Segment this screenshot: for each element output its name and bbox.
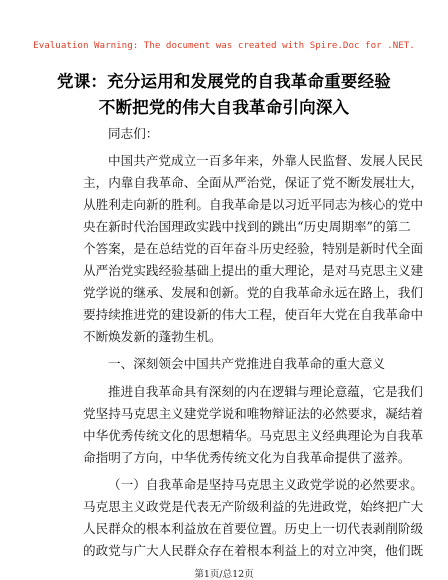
paragraph-line: 从胜利走向新的胜利。自我革命是以习近平同志为核心的党中	[83, 197, 424, 212]
evaluation-watermark: Evaluation Warning: The document was created with Spire.Doc for .NET.	[33, 40, 415, 51]
paragraph-line: 从严治党实践经验基础上提出的重大理论，是对马克思主义建	[83, 263, 424, 278]
paragraph-line: 党坚持马克思主义建党学说和唯物辩证法的必然要求，凝结着	[83, 406, 424, 421]
greeting: 同志们：	[108, 126, 159, 141]
document-title-line-2: 不断把党的伟大自我革命引向深入	[98, 98, 350, 117]
paragraph-line: 的政党与广大人民群众存在着根本利益上的对立冲突，他们既	[83, 543, 424, 558]
page-number-footer: 第1页/总12页	[194, 569, 254, 580]
paragraph-line: 不断焕发新的蓬勃生机。	[83, 329, 222, 344]
paragraph-line: 命指明了方向，中华优秀传统文化为自我革命提供了滋养。	[83, 450, 411, 465]
paragraph-line: 中华优秀传统文化的思想精华。马克思主义经典理论为自我革	[83, 428, 424, 443]
paragraph-line: 个答案，是在总结党的百年奋斗历史经验，特别是新时代全面	[83, 241, 424, 256]
paragraph-line: 党学说的继承、发展和创新。党的自我革命永远在路上，我们	[83, 285, 424, 300]
paragraph-line: 人民群众的根本利益放在首要位置。历史上一切代表剥削阶级	[83, 521, 424, 536]
section-heading: 一、深刻领会中国共产党推进自我革命的重大意义	[108, 356, 386, 371]
paragraph-line: 主，内靠自我革命、全面从严治党，保证了党不断发展壮大，	[83, 175, 424, 190]
document-title-line-1: 党课：充分运用和发展党的自我革命重要经验	[57, 72, 391, 91]
subsection-heading: （一）自我革命是坚持马克思主义政党学说的必然要求。	[108, 477, 423, 492]
paragraph-line: 央在新时代治国理政实践中找到的跳出“历史周期率”的第二	[83, 219, 411, 234]
paragraph-line: 中国共产党成立一百多年来，外靠人民监督、发展人民民	[108, 153, 423, 168]
paragraph-line: 要持续推进党的建设新的伟大工程，使百年大党在自我革命中	[83, 307, 424, 322]
paragraph-line: 推进自我革命具有深刻的内在逻辑与理论意蕴，它是我们	[108, 384, 423, 399]
paragraph-line: 马克思主义政党是代表无产阶级利益的先进政党，始终把广大	[83, 499, 424, 514]
